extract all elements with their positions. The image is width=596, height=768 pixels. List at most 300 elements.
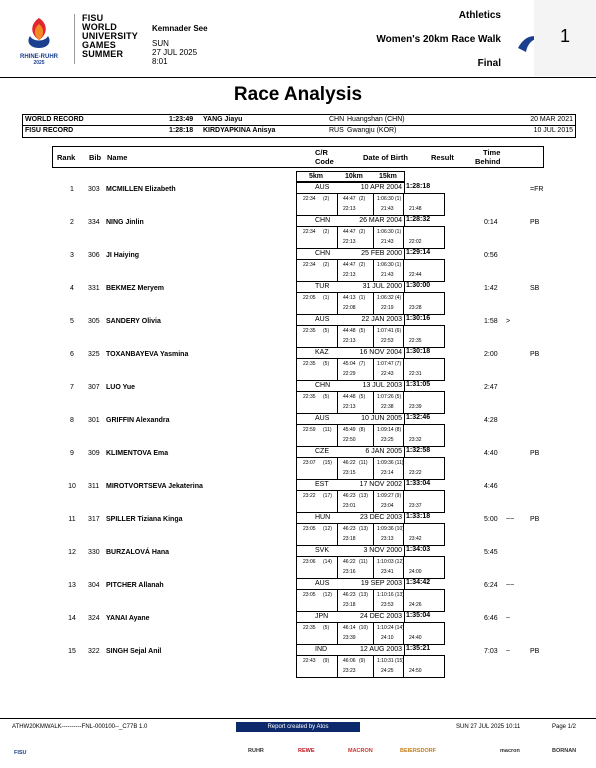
lap-20km: 21:48 xyxy=(409,206,422,212)
row-result: 1:35:04 xyxy=(406,612,431,619)
report-credit: Report created by Atos xyxy=(236,722,360,732)
lap-20km: 23:39 xyxy=(409,404,422,410)
lap-20km: 24:50 xyxy=(409,668,422,674)
row-flag: ~~ xyxy=(506,582,515,589)
split-5km-pos: (5) xyxy=(323,394,330,400)
row-bib: 331 xyxy=(88,285,100,292)
lap-20km: 23:32 xyxy=(409,437,422,443)
split-15km: 1:07:47 xyxy=(377,361,394,367)
split-15km: 1:09:36 xyxy=(377,460,394,466)
split-10km-pos: (13) xyxy=(359,493,368,499)
row-dob: 10 APR 2004 xyxy=(360,184,402,191)
split-10km: 46:23 xyxy=(343,526,356,532)
split-15km: 1:06:32 xyxy=(377,295,394,301)
split-5km: 23:07 xyxy=(303,460,316,466)
split-divider xyxy=(337,458,338,479)
col-code-line1: C/R xyxy=(315,148,328,157)
split-10km-pos: (2) xyxy=(359,262,366,268)
row-splits-box xyxy=(296,457,445,480)
sponsor-logo: macron xyxy=(500,748,520,754)
row-record-note: PB xyxy=(530,351,540,358)
split-divider xyxy=(403,326,404,347)
split-divider xyxy=(337,260,338,281)
row-code: EST xyxy=(315,481,329,488)
row-flag: ~ xyxy=(506,615,511,622)
sponsor-logo: REWE xyxy=(298,748,315,754)
sponsor-logo: BEIERSDORF xyxy=(400,748,437,754)
split-divider xyxy=(403,425,404,446)
split-divider xyxy=(337,491,338,512)
row-dob: 25 FEB 2000 xyxy=(361,250,402,257)
lap-10km: 22:13 xyxy=(343,338,356,344)
page-badge-number: 1 xyxy=(560,26,571,46)
split-10km: 45:04 xyxy=(343,361,356,367)
split-divider xyxy=(337,359,338,380)
lap-20km: 23:42 xyxy=(409,536,422,542)
lap-15km: 22:53 xyxy=(381,338,394,344)
row-splits-box xyxy=(296,424,445,447)
row-bib: 303 xyxy=(88,186,100,193)
record-label: WORLD RECORD xyxy=(25,116,84,123)
split-10km: 44:13 xyxy=(343,295,356,301)
row-rank: 7 xyxy=(70,384,74,391)
lap-15km: 24:10 xyxy=(381,635,394,641)
split-5km-pos: (17) xyxy=(323,493,332,499)
row-name: PITCHER Allanah xyxy=(106,582,164,589)
row-behind: 1:58 xyxy=(484,318,498,325)
row-splits-box xyxy=(296,622,445,645)
split-10km: 44:48 xyxy=(343,328,356,334)
row-code: CHN xyxy=(315,217,331,224)
row-result: 1:35:21 xyxy=(406,645,431,652)
split-divider xyxy=(337,623,338,644)
row-code: SVK xyxy=(315,547,330,554)
result-row xyxy=(0,182,596,215)
sport-name: Athletics xyxy=(458,10,501,21)
row-code: TUR xyxy=(315,283,330,290)
fisu-line: WORLD xyxy=(82,22,117,32)
result-row xyxy=(0,248,596,281)
lap-10km: 23:23 xyxy=(343,668,356,674)
lap-15km: 23:14 xyxy=(381,470,394,476)
record-label: FISU RECORD xyxy=(25,127,74,134)
row-bib: 324 xyxy=(88,615,100,622)
lap-15km: 23:25 xyxy=(381,437,394,443)
row-behind: 5:00 xyxy=(484,516,498,523)
lap-20km: 22:44 xyxy=(409,272,422,278)
venue-time: 8:01 xyxy=(152,57,168,66)
row-result: 1:28:18 xyxy=(406,183,431,190)
row-rank: 14 xyxy=(68,615,76,622)
split-divider xyxy=(403,293,404,314)
row-name: TOXANBAYEVA Yasmina xyxy=(106,351,189,358)
row-rank: 3 xyxy=(70,252,74,259)
col-behind-line1: Time xyxy=(483,148,501,157)
lap-10km: 23:01 xyxy=(343,503,356,509)
row-dob: 10 JUN 2005 xyxy=(361,415,402,422)
split-10km: 46:14 xyxy=(343,625,356,631)
split-divider xyxy=(403,392,404,413)
row-record-note: =FR xyxy=(530,186,544,193)
split-divider xyxy=(373,194,374,215)
split-15km-label: 15km xyxy=(379,173,397,180)
row-code: JPN xyxy=(315,613,329,620)
fisu-line: SUMMER xyxy=(82,49,124,59)
row-bib: 330 xyxy=(88,549,100,556)
records-box xyxy=(22,114,576,138)
split-10km: 45:49 xyxy=(343,427,356,433)
row-result: 1:30:00 xyxy=(406,282,431,289)
lap-10km: 23:18 xyxy=(343,602,356,608)
row-dob: 24 DEC 2003 xyxy=(359,613,402,620)
split-divider xyxy=(373,458,374,479)
lap-10km: 22:13 xyxy=(343,206,356,212)
split-5km-pos: (11) xyxy=(323,427,332,433)
result-row xyxy=(0,347,596,380)
lap-20km: 24:26 xyxy=(409,602,422,608)
split-15km-pos: (7) xyxy=(395,361,402,367)
record-time: 1:28:18 xyxy=(169,127,194,134)
report-code: ATHW20KMWALK----------FNL-000100--_C77B 1.0 xyxy=(12,724,148,730)
split-15km-pos: (14) xyxy=(395,625,404,631)
split-5km-pos: (14) xyxy=(323,559,332,565)
result-row xyxy=(0,545,596,578)
row-rank: 8 xyxy=(70,417,74,424)
lap-15km: 23:41 xyxy=(381,569,394,575)
split-15km-pos: (8) xyxy=(395,427,402,433)
row-code: CZE xyxy=(315,448,329,455)
split-10km: 44:48 xyxy=(343,394,356,400)
split-divider xyxy=(373,524,374,545)
sponsor-logo: MACRON xyxy=(348,748,373,754)
result-row xyxy=(0,380,596,413)
split-15km: 1:06:30 xyxy=(377,229,394,235)
split-15km: 1:09:36 xyxy=(377,526,394,532)
result-row xyxy=(0,512,596,545)
split-10km-pos: (2) xyxy=(359,196,366,202)
row-dob: 22 JAN 2003 xyxy=(361,316,402,323)
venue-block xyxy=(152,24,208,66)
split-15km: 1:07:26 xyxy=(377,394,394,400)
split-divider xyxy=(373,656,374,677)
row-behind: 4:28 xyxy=(484,417,498,424)
split-10km-pos: (13) xyxy=(359,592,368,598)
lap-10km: 22:13 xyxy=(343,239,356,245)
row-name: GRIFFIN Alexandra xyxy=(106,417,170,424)
results-table-header xyxy=(52,146,544,168)
row-name: JI Haiying xyxy=(106,252,140,259)
split-divider xyxy=(373,590,374,611)
lap-20km: 24:00 xyxy=(409,569,422,575)
event-name: Women's 20km Race Walk xyxy=(376,34,501,45)
row-name: SANDERY Olivia xyxy=(106,318,161,325)
games-logo xyxy=(8,14,70,66)
row-splits-box xyxy=(296,589,445,612)
lap-15km: 21:43 xyxy=(381,239,394,245)
row-rank: 1 xyxy=(70,186,74,193)
split-divider xyxy=(373,260,374,281)
row-dob: 3 NOV 2000 xyxy=(363,547,402,554)
split-15km-pos: (12) xyxy=(395,559,404,565)
row-code: CHN xyxy=(315,250,331,257)
split-10km: 46:23 xyxy=(343,493,356,499)
split-10km-pos: (11) xyxy=(359,559,368,565)
split-5km-label: 5km xyxy=(309,173,324,180)
split-15km-pos: (1) xyxy=(395,229,402,235)
row-splits-box xyxy=(296,556,445,579)
split-divider xyxy=(337,326,338,347)
venue-date: 27 JUL 2025 xyxy=(152,48,198,57)
split-15km-pos: (15) xyxy=(395,658,404,664)
row-name: SPILLER Tiziana Kinga xyxy=(106,516,183,523)
split-5km-pos: (5) xyxy=(323,625,330,631)
row-dob: 23 DEC 2003 xyxy=(359,514,402,521)
split-divider xyxy=(373,227,374,248)
lap-15km: 23:13 xyxy=(381,536,394,542)
phase-name: Final xyxy=(477,58,501,69)
page-badge xyxy=(534,0,596,76)
record-date: 20 MAR 2021 xyxy=(530,116,573,123)
split-divider xyxy=(337,392,338,413)
row-behind: 0:56 xyxy=(484,252,498,259)
split-10km: 46:06 xyxy=(343,658,356,664)
row-result: 1:31:05 xyxy=(406,381,431,388)
row-splits-box xyxy=(296,391,445,414)
lap-20km: 23:28 xyxy=(409,305,422,311)
col-name: Name xyxy=(107,153,128,162)
split-15km-pos: (6) xyxy=(395,328,402,334)
row-name: BURZALOVÁ Hana xyxy=(106,549,170,556)
row-dob: 6 JAN 2005 xyxy=(365,448,402,455)
lap-20km: 22:02 xyxy=(409,239,422,245)
split-10km: 46:23 xyxy=(343,592,356,598)
split-divider xyxy=(373,425,374,446)
row-name: SINGH Sejal Anil xyxy=(106,648,162,655)
row-record-note: PB xyxy=(530,450,540,457)
split-15km: 1:10:24 xyxy=(377,625,394,631)
lap-10km: 23:18 xyxy=(343,536,356,542)
row-splits-box xyxy=(296,259,445,282)
lap-10km: 22:50 xyxy=(343,437,356,443)
result-row xyxy=(0,281,596,314)
lap-15km: 24:25 xyxy=(381,668,394,674)
split-divider xyxy=(337,524,338,545)
split-5km-pos: (2) xyxy=(323,196,330,202)
split-5km-pos: (2) xyxy=(323,229,330,235)
lap-20km: 24:40 xyxy=(409,635,422,641)
row-result: 1:34:03 xyxy=(406,546,431,553)
row-result: 1:29:14 xyxy=(406,249,431,256)
split-10km: 44:47 xyxy=(343,229,356,235)
split-5km: 22:05 xyxy=(303,295,316,301)
row-record-note: PB xyxy=(530,516,540,523)
lap-15km: 22:19 xyxy=(381,305,394,311)
lap-10km: 22:13 xyxy=(343,404,356,410)
lap-10km: 22:13 xyxy=(343,272,356,278)
split-5km: 22:59 xyxy=(303,427,316,433)
record-noc: CHN xyxy=(329,116,345,123)
row-name: YANAI Ayane xyxy=(106,615,150,622)
row-result: 1:30:16 xyxy=(406,315,431,322)
split-10km-pos: (10) xyxy=(359,625,368,631)
split-5km-pos: (15) xyxy=(323,460,332,466)
row-behind: 4:40 xyxy=(484,450,498,457)
split-10km: 46:22 xyxy=(343,559,356,565)
split-divider xyxy=(337,425,338,446)
col-code-line2: Code xyxy=(315,157,334,166)
split-divider xyxy=(403,260,404,281)
row-rank: 13 xyxy=(68,582,76,589)
split-5km-pos: (5) xyxy=(323,328,330,334)
result-row xyxy=(0,644,596,677)
svg-text:RHINE-RUHR: RHINE-RUHR xyxy=(20,54,58,60)
fisu-line: FISU xyxy=(82,13,104,23)
lap-10km: 23:39 xyxy=(343,635,356,641)
row-bib: 304 xyxy=(88,582,100,589)
split-5km: 22:34 xyxy=(303,262,316,268)
lap-10km: 23:16 xyxy=(343,569,356,575)
row-rank: 9 xyxy=(70,450,74,457)
row-rank: 5 xyxy=(70,318,74,325)
split-10km-pos: (5) xyxy=(359,394,366,400)
split-15km: 1:09:14 xyxy=(377,427,394,433)
row-dob: 12 AUG 2003 xyxy=(359,646,402,653)
row-dob: 17 NOV 2002 xyxy=(359,481,402,488)
split-15km: 1:06:30 xyxy=(377,196,394,202)
result-row xyxy=(0,314,596,347)
split-15km: 1:10:16 xyxy=(377,592,394,598)
row-flag: ~ xyxy=(506,648,511,655)
row-result: 1:32:58 xyxy=(406,447,431,454)
row-code: AUS xyxy=(315,580,330,587)
row-bib: 307 xyxy=(88,384,100,391)
split-15km-pos: (9) xyxy=(395,493,402,499)
lap-20km: 22:35 xyxy=(409,338,422,344)
split-10km-pos: (13) xyxy=(359,526,368,532)
row-name: BEKMEZ Meryem xyxy=(106,285,164,292)
split-5km-pos: (12) xyxy=(323,592,332,598)
row-code: AUS xyxy=(315,184,330,191)
row-bib: 311 xyxy=(88,483,100,490)
split-15km: 1:10:03 xyxy=(377,559,394,565)
row-splits-box xyxy=(296,292,445,315)
row-dob: 26 MAR 2004 xyxy=(359,217,402,224)
row-name: KLIMENTOVA Ema xyxy=(106,450,169,457)
split-5km-pos: (1) xyxy=(323,295,330,301)
report-page: Page 1/2 xyxy=(552,724,577,730)
row-bib: 334 xyxy=(88,219,100,226)
row-rank: 4 xyxy=(70,285,74,292)
row-splits-box xyxy=(296,226,445,249)
row-rank: 11 xyxy=(68,516,76,523)
result-row xyxy=(0,479,596,512)
result-row xyxy=(0,215,596,248)
header-divider xyxy=(74,14,75,64)
row-flag: ~~ xyxy=(506,516,515,523)
split-divider xyxy=(337,227,338,248)
sponsor-logo: FISU xyxy=(14,750,27,756)
lap-10km: 22:08 xyxy=(343,305,356,311)
record-place: Gwangju (KOR) xyxy=(347,127,397,134)
row-behind: 6:46 xyxy=(484,615,498,622)
row-splits-box xyxy=(296,325,445,348)
record-time: 1:23:49 xyxy=(169,116,194,123)
split-divider xyxy=(373,359,374,380)
split-10km-pos: (2) xyxy=(359,229,366,235)
record-row xyxy=(25,115,573,125)
row-result: 1:32:46 xyxy=(406,414,431,421)
record-place: Huangshan (CHN) xyxy=(347,116,405,123)
row-behind: 7:03 xyxy=(484,648,498,655)
split-5km: 22:35 xyxy=(303,328,316,334)
lap-10km: 23:15 xyxy=(343,470,356,476)
row-name: MCMILLEN Elizabeth xyxy=(106,186,176,193)
split-15km-pos: (10) xyxy=(395,526,404,532)
split-divider xyxy=(403,227,404,248)
split-10km: 46:22 xyxy=(343,460,356,466)
split-10km-pos: (9) xyxy=(359,658,366,664)
split-5km: 22:34 xyxy=(303,229,316,235)
row-rank: 12 xyxy=(68,549,76,556)
lap-15km: 22:38 xyxy=(381,404,394,410)
split-10km: 44:47 xyxy=(343,262,356,268)
split-10km-pos: (8) xyxy=(359,427,366,433)
split-10km: 44:47 xyxy=(343,196,356,202)
row-bib: 322 xyxy=(88,648,100,655)
split-15km-pos: (11) xyxy=(395,460,404,466)
row-code: AUS xyxy=(315,316,330,323)
lap-20km: 22:31 xyxy=(409,371,422,377)
report-datetime: SUN 27 JUL 2025 10:11 xyxy=(456,724,521,730)
split-divider xyxy=(373,326,374,347)
row-result: 1:34:42 xyxy=(406,579,431,586)
record-row xyxy=(25,126,573,136)
record-noc: RUS xyxy=(329,127,344,134)
split-15km: 1:09:27 xyxy=(377,493,394,499)
split-divider xyxy=(337,194,338,215)
split-divider xyxy=(337,590,338,611)
split-10km-pos: (7) xyxy=(359,361,366,367)
venue-name: Kemnader See xyxy=(152,24,208,33)
row-behind: 1:42 xyxy=(484,285,498,292)
lap-20km: 23:37 xyxy=(409,503,422,509)
row-rank: 2 xyxy=(70,219,74,226)
split-15km-pos: (13) xyxy=(395,592,404,598)
split-5km: 22:35 xyxy=(303,625,316,631)
split-5km-pos: (12) xyxy=(323,526,332,532)
col-dob: Date of Birth xyxy=(363,153,408,162)
split-divider xyxy=(403,491,404,512)
row-rank: 6 xyxy=(70,351,74,358)
sponsor-logo: BORNAN xyxy=(552,748,577,754)
fisu-wordmark xyxy=(82,14,138,59)
row-code: CHN xyxy=(315,382,331,389)
row-result: 1:28:32 xyxy=(406,216,431,223)
row-dob: 31 JUL 2000 xyxy=(362,283,402,290)
split-10km-pos: (5) xyxy=(359,328,366,334)
row-result: 1:33:04 xyxy=(406,480,431,487)
split-10km-pos: (11) xyxy=(359,460,368,466)
split-5km: 23:05 xyxy=(303,526,316,532)
split-10km-pos: (1) xyxy=(359,295,366,301)
row-splits-box xyxy=(296,358,445,381)
row-bib: 317 xyxy=(88,516,100,523)
split-15km-pos: (4) xyxy=(395,295,402,301)
split-5km: 23:06 xyxy=(303,559,316,565)
row-behind: 6:24 xyxy=(484,582,498,589)
sponsor-strip xyxy=(0,740,596,766)
row-code: IND xyxy=(315,646,328,653)
